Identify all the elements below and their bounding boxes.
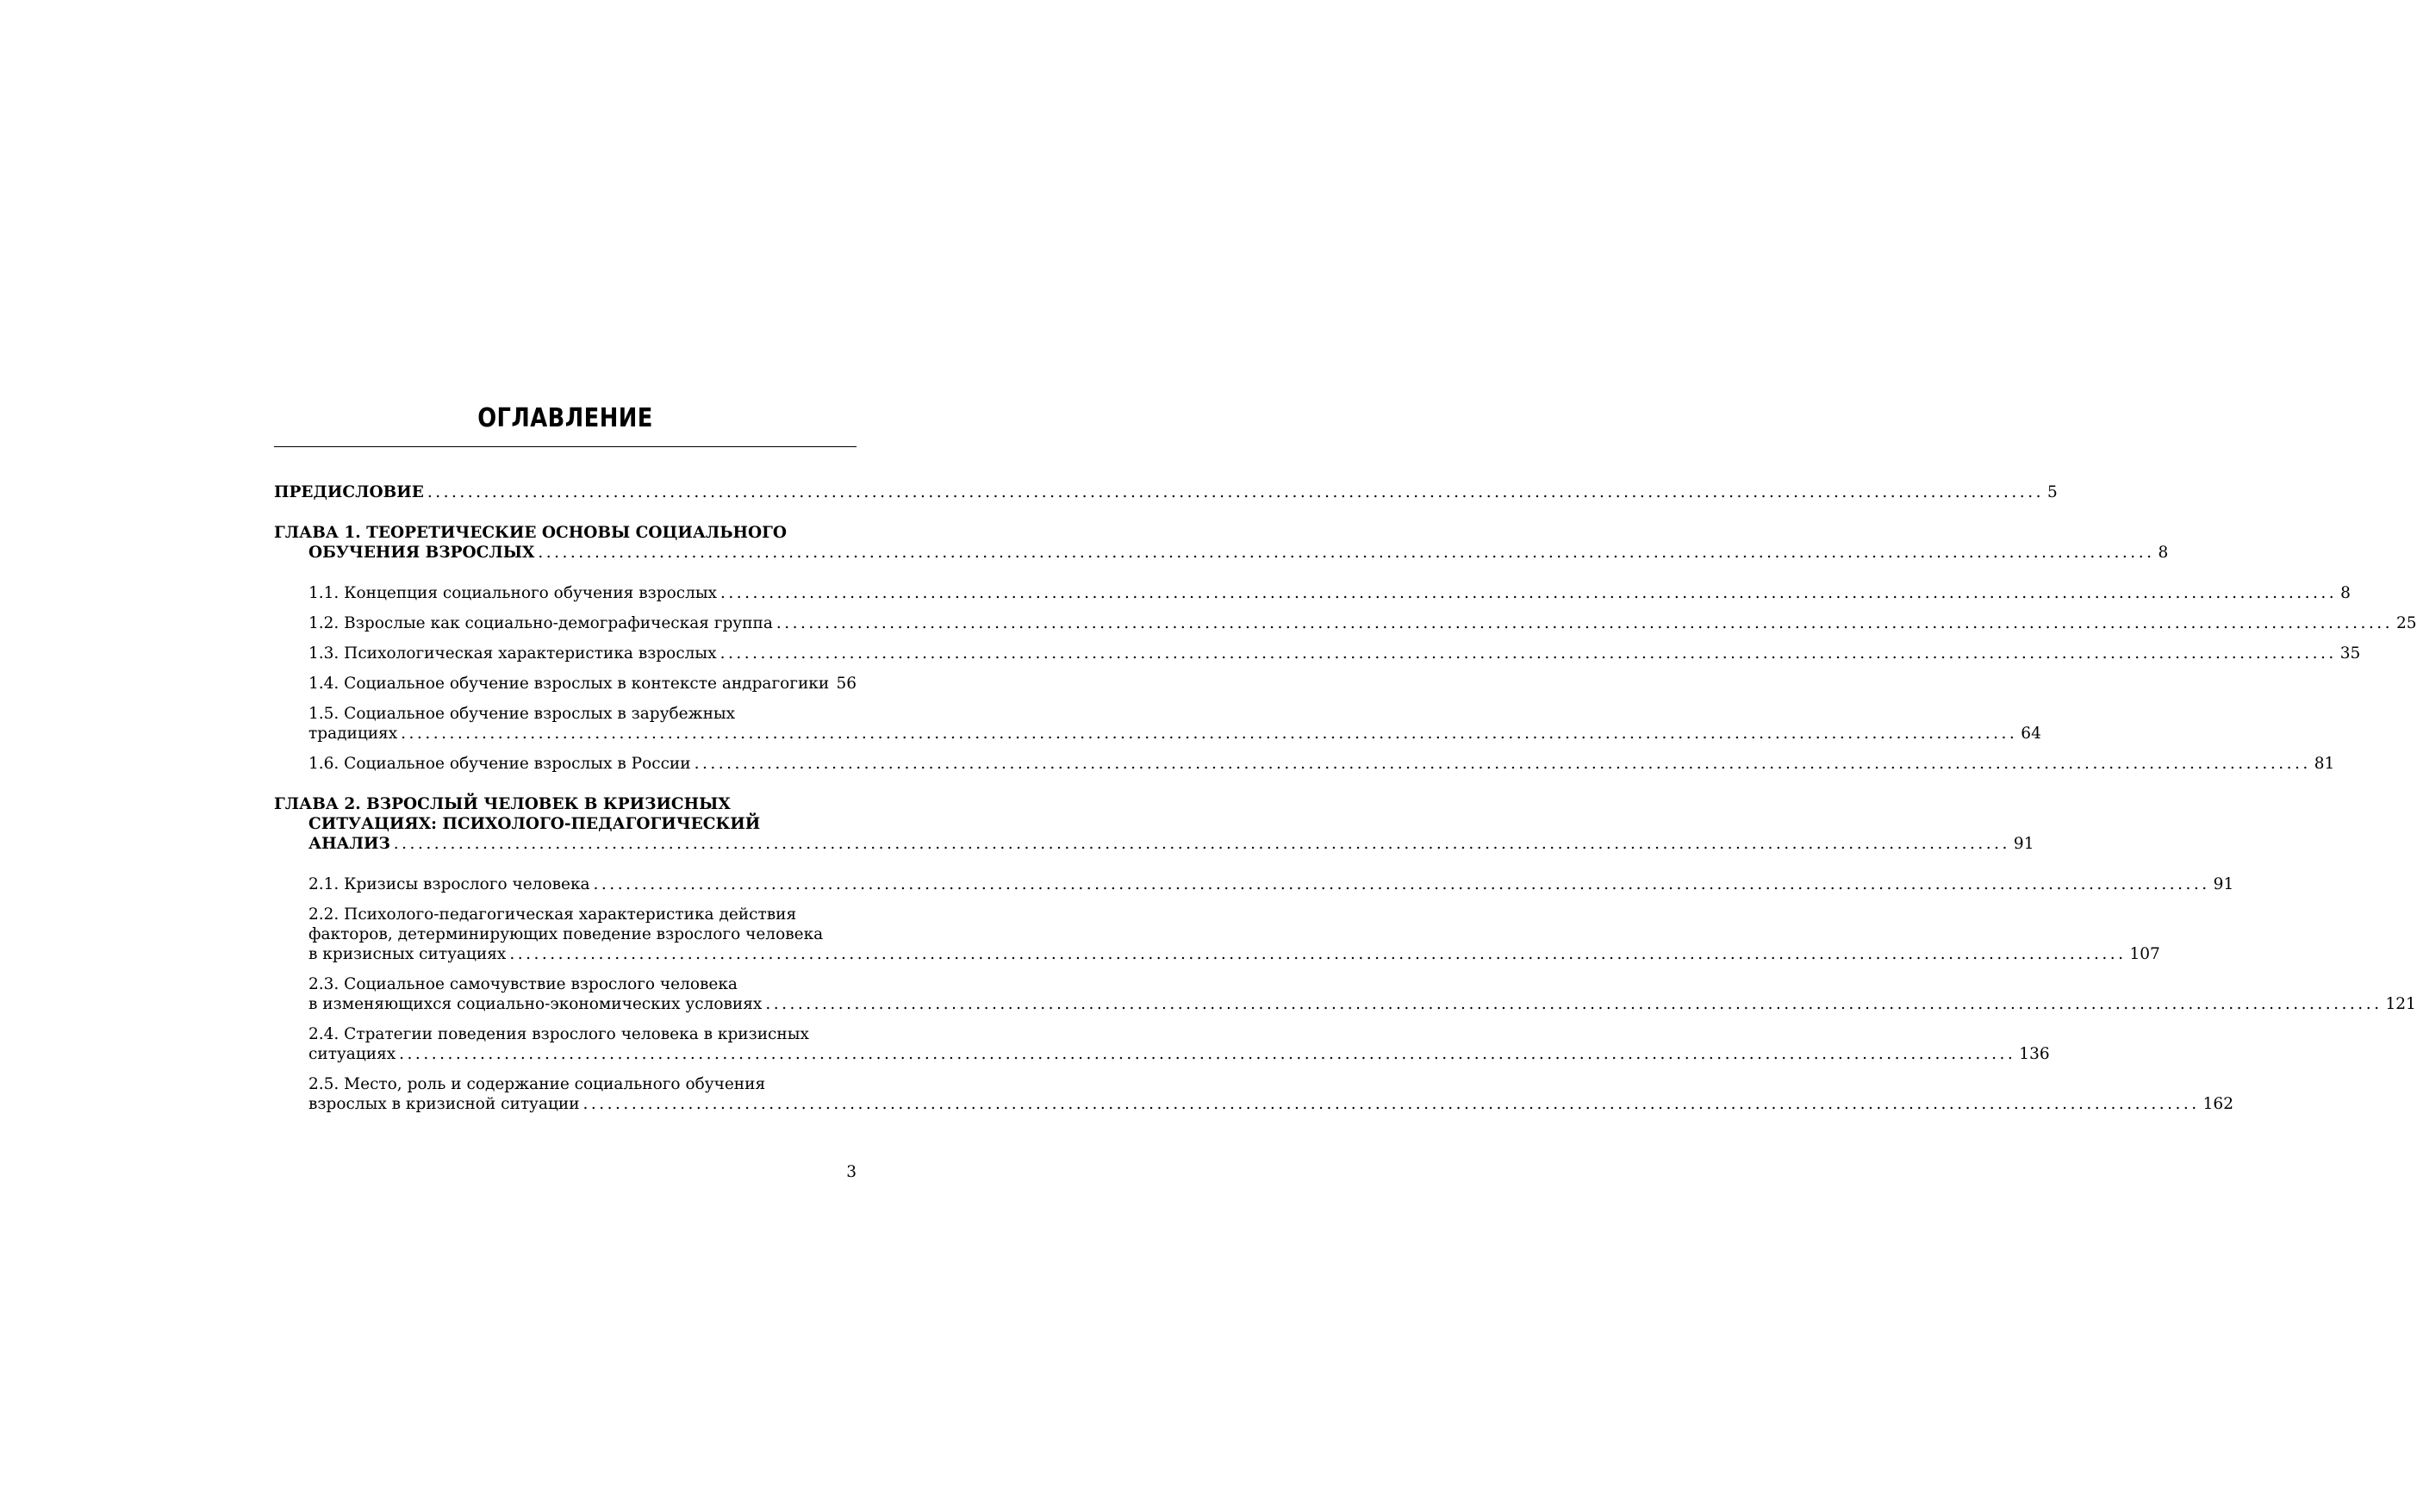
toc-section[interactable] [274,674,857,694]
toc-title-line: традициях [308,725,398,743]
toc-page-number: 91 [2213,875,2234,893]
dot-leader: ........................................................................................................................................................................................................ [593,875,2210,893]
toc-section[interactable] [274,644,2361,663]
toc-title-line: ГЛАВА 2. ВЗРОСЛЫЙ ЧЕЛОВЕК В КРИЗИСНЫХ [274,795,731,813]
toc-title-line: 1.4. Социальное обучение взрослых в контексте андрагогики [308,675,830,693]
toc-section[interactable] [274,974,2416,1014]
dot-leader: ........................................................................................................................................................................................................ [719,644,2337,663]
toc-page-number: 81 [2314,755,2335,773]
dot-leader: ........................................................................................................................................................................................................ [399,1045,2016,1063]
toc-page-number: 8 [2158,544,2169,562]
toc-section[interactable] [274,1024,2050,1064]
page-number: 3 [846,1163,857,1181]
dot-leader: ........................................................................................................................................................................................................ [694,755,2311,773]
toc-section[interactable] [274,754,2335,774]
toc-title-line: взрослых в кризисной ситуации [308,1095,580,1113]
toc-title-line: ОБУЧЕНИЯ ВЗРОСЛЫХ [308,544,535,562]
toc-title-line: в кризисных ситуациях [308,945,507,963]
toc-section[interactable] [274,704,2041,744]
toc-page-number: 64 [2021,725,2041,743]
dot-leader: ........................................................................................................................................................................................................ [538,544,2155,562]
toc-section[interactable] [274,1074,2233,1114]
toc-title-line: факторов, детерминирующих поведение взрослого человека [308,925,824,943]
toc-page-number: 91 [2013,835,2034,853]
toc-chapter[interactable] [274,523,2169,563]
toc-title-line: 1.1. Концепция социального обучения взрослых [308,584,717,602]
toc-section[interactable] [274,874,2234,894]
toc-title-line: ПРЕДИСЛОВИЕ [274,483,424,501]
toc-title-line: ГЛАВА 1. ТЕОРЕТИЧЕСКИЕ ОСНОВЫ СОЦИАЛЬНОГО [274,524,788,542]
toc-section[interactable] [274,613,2417,633]
toc-page-number: 8 [2340,584,2351,602]
title-divider [274,446,857,447]
dot-leader: ........................................................................................................................................................................................................ [582,1095,2200,1113]
toc-title-line: СИТУАЦИЯХ: ПСИХОЛОГО-ПЕДАГОГИЧЕСКИЙ [308,815,761,833]
dot-leader: ........................................................................................................................................................................................................ [401,725,2018,743]
toc-title-line: 2.3. Социальное самочувствие взрослого человека [308,975,738,993]
toc-page-number: 5 [2046,483,2058,501]
toc-page-number: 162 [2202,1095,2233,1113]
toc-page-number: 56 [836,675,857,693]
toc-title-line: 2.2. Психолого-педагогическая характеристика действия [308,905,797,924]
toc-chapter[interactable] [274,794,2034,854]
toc-section[interactable] [274,583,2351,603]
toc-title-line: 2.4. Стратегии поведения взрослого человека в кризисных [308,1025,809,1043]
toc-page-number: 136 [2019,1045,2050,1063]
toc-title-line: 1.2. Взрослые как социально-демографическая группа [308,614,773,632]
toc-section[interactable] [274,905,2160,964]
toc-page-number: 107 [2129,945,2160,963]
toc-page-number: 25 [2396,614,2417,632]
dot-leader: ........................................................................................................................................................................................................ [427,483,2044,501]
toc-title-line: 1.5. Социальное обучение взрослых в зарубежных [308,705,736,723]
dot-leader: ........................................................................................................................................................................................................ [393,835,2010,853]
toc-title-line: 1.6. Социальное обучение взрослых в России [308,755,691,773]
toc-title-line: 1.3. Психологическая характеристика взрослых [308,644,717,663]
toc-title-line: АНАЛИЗ [308,835,390,853]
dot-leader: ........................................................................................................................................................................................................ [776,614,2394,632]
toc-title-line: 2.5. Место, роль и содержание социального обучения [308,1075,766,1093]
toc-page-number: 121 [2385,995,2416,1013]
toc-chapter[interactable] [274,482,2058,502]
dot-leader: ........................................................................................................................................................................................................ [720,584,2338,602]
dot-leader: ........................................................................................................................................................................................................ [765,995,2383,1013]
table-of-contents [274,482,2417,1114]
page-title: ОГЛАВЛЕНИЕ [477,403,653,433]
toc-title-line: ситуациях [308,1045,396,1063]
toc-title-line: в изменяющихся социально-экономических условиях [308,995,763,1013]
toc-title-line: 2.1. Кризисы взрослого человека [308,875,590,893]
toc-page-number: 35 [2339,644,2361,663]
dot-leader: ........................................................................................................................................................................................................ [509,945,2127,963]
